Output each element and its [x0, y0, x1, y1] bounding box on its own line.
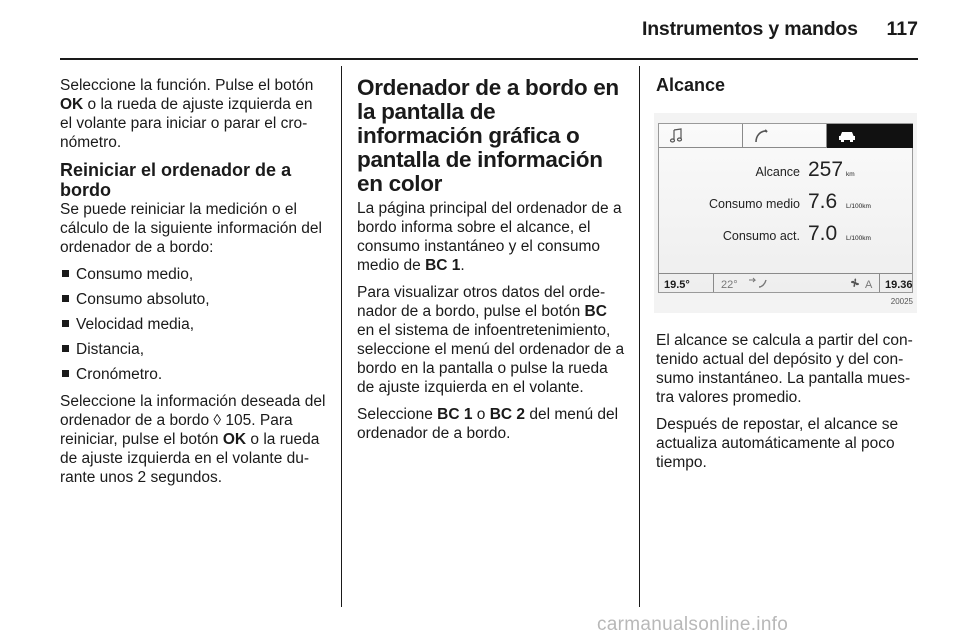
paragraph-reset-instructions: Seleccione la información deseada del ordenador de a bordo ◊ 105. Para reiniciar, pulse el botón OK o la rueda de ajuste izquierda en el volante du-rante unos 2 segundos. — [60, 393, 326, 486]
air-distribution-icon — [747, 277, 771, 289]
running-header-title: Instrumentos y mandos — [642, 18, 858, 40]
paragraph-refuel: Después de repostar, el alcance se actualiza automáticamente al poco tiempo. — [656, 416, 899, 471]
bullet-icon — [62, 345, 69, 352]
tab-vehicle — [827, 124, 913, 148]
paragraph-main-page: La página principal del ordenador de a bordo informa sobre el alcance, el consumo instantáneo y el consumo medio de BC 1. — [357, 200, 622, 274]
list-item: Consumo medio, — [60, 265, 328, 284]
list-item: Consumo absoluto, — [60, 290, 328, 309]
climate-mode: A — [865, 279, 873, 291]
paragraph-select-bc: Seleccione BC 1 o BC 2 del menú del ordenador de a bordo. — [357, 406, 619, 442]
status-separator — [713, 274, 714, 292]
header-rule — [60, 58, 918, 60]
watermark: carmanualsonline.info — [597, 614, 789, 635]
phone-icon — [753, 128, 769, 144]
tab-audio — [659, 124, 743, 148]
fan-icon — [849, 277, 861, 289]
column-1 — [60, 76, 328, 495]
heading-range: Alcance — [656, 75, 726, 95]
display-row-range: Alcance 257 km — [755, 158, 855, 181]
display-row-current-consumption: Consumo act. 7.0 L/100km — [722, 222, 871, 245]
page-reference-icon: ◊ — [213, 412, 222, 429]
column-3 — [656, 76, 920, 480]
paragraph-intro: Seleccione la función. Pulse el botón OK o la rueda de ajuste izquierda en el volante para iniciar o parar el cro-nómetro. — [60, 77, 314, 151]
paragraph-other-data: Para visualizar otros datos del orde-nador de a bordo, pulse el botón BC en el sistema de infoentretenimiento, seleccione el menú del ordenador de a bordo en la pantalla o pulse la rueda de ajuste izquierda en el volante. — [357, 284, 625, 396]
list-item: Velocidad media, — [60, 315, 328, 334]
reset-list — [60, 265, 328, 384]
heading-reset: Reiniciar el ordenador de a bordo — [60, 160, 292, 200]
bullet-icon — [62, 270, 69, 277]
column-divider-2 — [639, 66, 640, 607]
bullet-icon — [62, 320, 69, 327]
display-tab-bar — [659, 124, 912, 148]
tab-phone — [743, 124, 827, 148]
info-display-screen — [658, 123, 913, 293]
figure-code: 20025 — [890, 297, 913, 306]
car-icon — [837, 128, 857, 144]
temp-right: 22° — [721, 279, 738, 291]
bullet-icon — [62, 295, 69, 302]
clock: 19.36 — [885, 279, 913, 291]
heading-board-computer: Ordenador de a bordo en la pantalla de información gráfica o pantalla de información en color — [357, 75, 619, 196]
display-status-bar — [659, 273, 912, 292]
display-row-avg-consumption: Consumo medio 7.6 L/100km — [708, 190, 871, 213]
bullet-icon — [62, 370, 69, 377]
temp-left: 19.5° — [664, 279, 690, 291]
column-2 — [357, 76, 625, 451]
paragraph-range-calc: El alcance se calcula a partir del con-tenido actual del depósito y del con-sumo instantáneo. La pantalla mues-tra valores promedio. — [656, 332, 913, 406]
list-item: Distancia, — [60, 340, 328, 359]
column-divider-1 — [341, 66, 342, 607]
list-item: Cronómetro. — [60, 365, 328, 384]
music-note-icon — [669, 128, 683, 144]
status-separator — [879, 274, 880, 292]
display-illustration — [654, 113, 917, 313]
paragraph-reset: Se puede reiniciar la medición o el cálculo de la siguiente información del ordenador de a bordo: — [60, 201, 322, 256]
page-number: 117 — [886, 18, 918, 40]
